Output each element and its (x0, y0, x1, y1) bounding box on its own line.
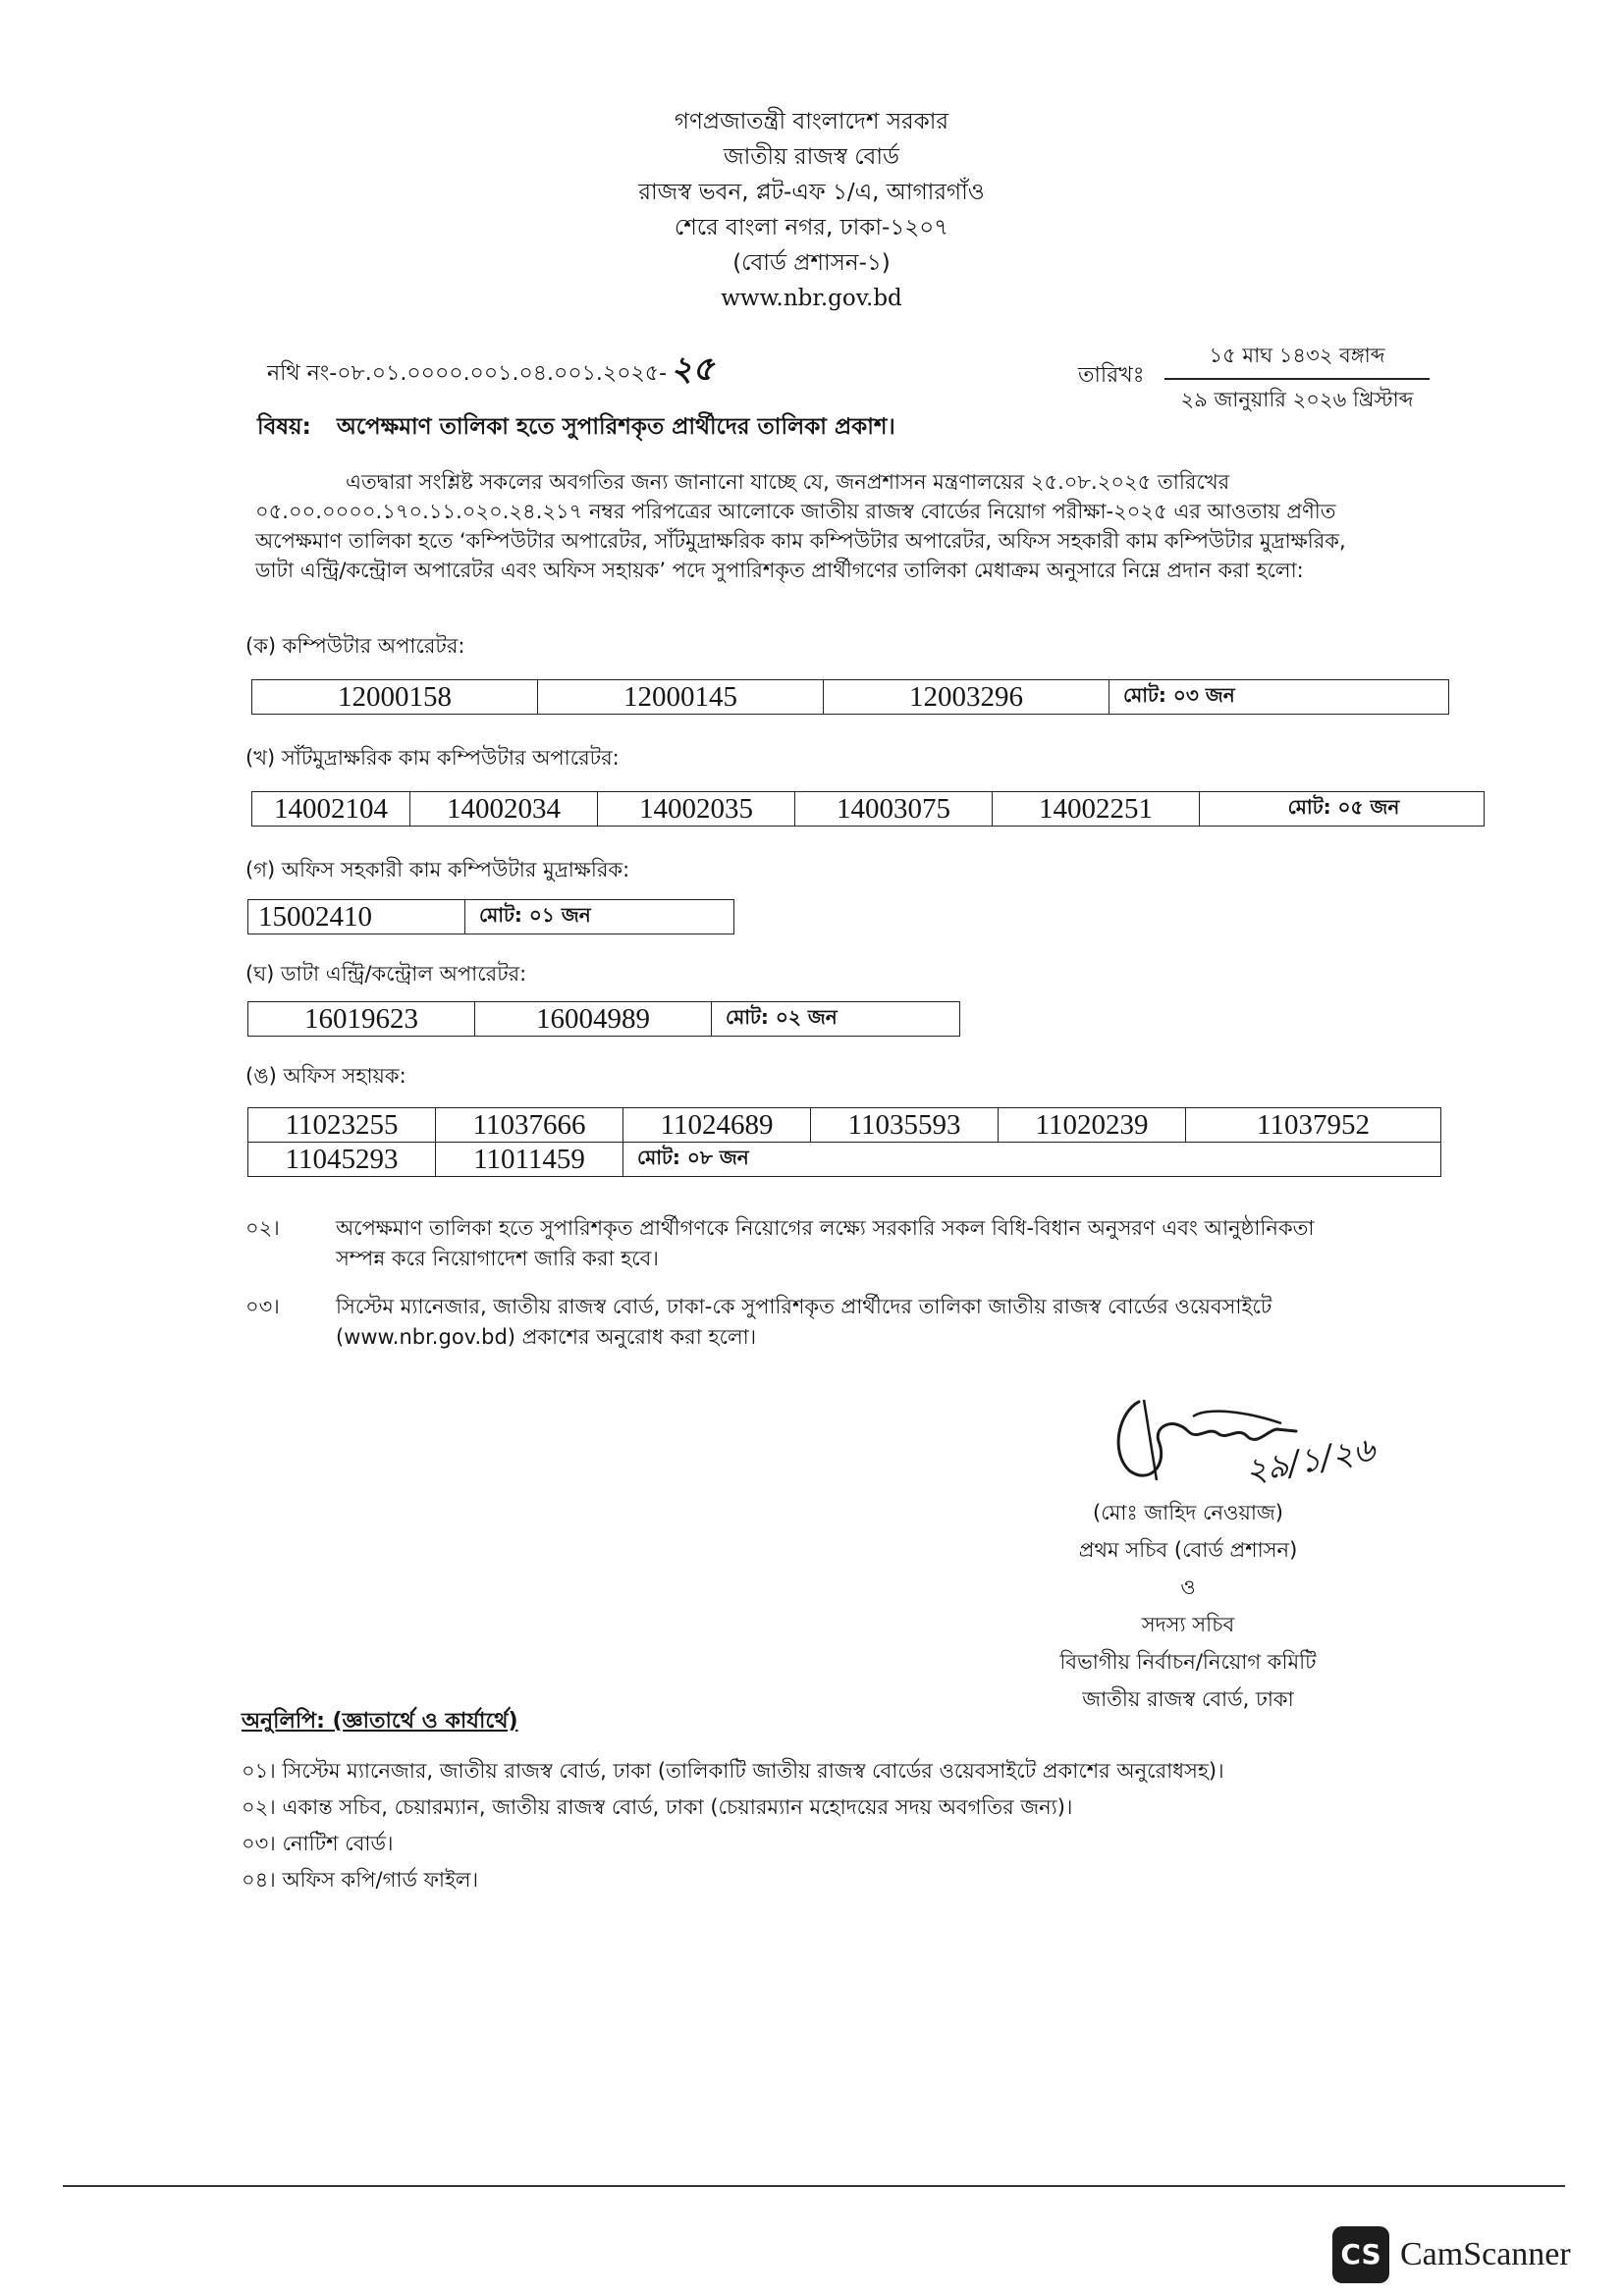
roll-cell: 12000158 (252, 680, 538, 715)
memo-number (267, 344, 714, 400)
header-section: (বোর্ড প্রশাসন-১) (732, 250, 891, 276)
memo-number-text: নথি নং-০৮.০১.০০০০.০০১.০৪.০০১.২০২৫- (267, 361, 668, 386)
header-website: www.nbr.gov.bd (721, 286, 902, 311)
total-cell: মোট: ০১ জন (465, 900, 734, 934)
roll-table-ga (247, 899, 734, 934)
cc-item: ০৪। অফিস কপি/গার্ড ফাইল। (242, 1868, 479, 1892)
header-board: জাতীয় রাজস্ব বোর্ড (724, 144, 899, 170)
section-title-gha: (ঘ) ডাটা এন্ট্রি/কন্ট্রোল অপারেটর: (245, 962, 527, 986)
roll-cell: 14002104 (252, 792, 410, 827)
signature-handwritten-date: ২৯/১/২৬ (1242, 1429, 1379, 1492)
roll-cell: 11020239 (999, 1108, 1186, 1143)
roll-cell: 11037952 (1186, 1108, 1441, 1143)
subject-text: অপেক্ষমাণ তালিকা হতে সুপারিশকৃত প্রার্থীদের তালিকা প্রকাশ। (336, 414, 895, 440)
camscanner-name: CamScanner (1400, 2236, 1571, 2272)
section-title-ga: (গ) অফিস সহকারী কাম কম্পিউটার মুদ্রাক্ষরিক: (245, 858, 630, 881)
point-line: অপেক্ষমাণ তালিকা হতে সুপারিশকৃত প্রার্থীগণকে নিয়োগের লক্ষ্যে সরকারি সকল বিধি-বিধান অনুসরণ এবং আনুষ্ঠানিকতা (336, 1216, 1315, 1240)
date-gregorian: ২৯ জানুয়ারি ২০২৬ খ্রিস্টাব্দ (1180, 388, 1414, 411)
point-line: সিস্টেম ম্যানেজার, জাতীয় রাজস্ব বোর্ড, ঢাকা-কে সুপারিশকৃত প্রার্থীদের তালিকা জাতীয় রাজস্ব বোর্ডের ওয়েবসাইটে (336, 1295, 1272, 1318)
roll-cell: 14002251 (993, 792, 1200, 827)
roll-table-kha (251, 791, 1485, 827)
roll-cell: 15002410 (248, 900, 465, 934)
total-cell: মোট: ০৩ জন (1109, 680, 1449, 715)
header-address1: রাজস্ব ভবন, প্লট-এফ ১/এ, আগারগাঁও (638, 180, 985, 205)
roll-cell: 11037666 (436, 1108, 623, 1143)
signer-title: বিভাগীয় নির্বাচন/নিয়োগ কমিটি (1059, 1650, 1317, 1674)
date-bangla: ১৫ মাঘ ১৪৩২ বঙ্গাব্দ (1164, 340, 1430, 380)
cc-item: ০১। সিস্টেম ম্যানেজার, জাতীয় রাজস্ব বোর্ড, ঢাকা (তালিকাটি জাতীয় রাজস্ব বোর্ডের ওয়েবসাইটে প্রকাশের অনুরোধসহ)। (242, 1759, 1224, 1783)
point-number: ০২। (245, 1216, 280, 1240)
cc-title: অনুলিপি: (জ্ঞাতার্থে ও কার্যার্থে) (242, 1709, 518, 1734)
roll-cell: 14002034 (410, 792, 598, 827)
roll-cell: 16019623 (248, 1002, 475, 1037)
roll-cell: 14002035 (598, 792, 795, 827)
roll-cell: 12003296 (824, 680, 1109, 715)
roll-cell: 11023255 (248, 1108, 436, 1143)
subject-line (257, 408, 895, 447)
roll-cell: 11035593 (811, 1108, 999, 1143)
section-title-uma: (ঙ) অফিস সহায়ক: (245, 1064, 406, 1088)
header-address2: শেরে বাংলা নগর, ঢাকা-১২০৭ (674, 215, 949, 240)
roll-cell: 14003075 (795, 792, 993, 827)
roll-cell: 11024689 (623, 1108, 811, 1143)
bottom-rule (63, 2185, 1565, 2187)
section-title-kha: (খ) সাঁটমুদ্রাক্ষরিক কাম কম্পিউটার অপারেটর: (245, 746, 620, 770)
roll-table-ka (251, 679, 1449, 715)
date-label: তারিখঃ (1078, 363, 1145, 388)
roll-cell: 11011459 (436, 1143, 623, 1177)
signer-name: (মোঃ জাহিদ নেওয়াজ) (1093, 1501, 1283, 1524)
signer-conj: ও (1180, 1575, 1196, 1599)
intro-line: ০৫.০০.০০০০.১৭০.১১.০২০.২৪.২১৭ নম্বর পরিপত্রের আলোকে জাতীয় রাজস্ব বোর্ডের নিয়োগ পরীক্ষা-২০২৫ এর আওতায় প্রণীত (255, 500, 1336, 523)
date-stack (1164, 340, 1430, 418)
cc-item: ০২। একান্ত সচিব, চেয়ারম্যান, জাতীয় রাজস্ব বোর্ড, ঢাকা (চেয়ারম্যান মহোদয়ের সদয় অবগতির জন্য)। (242, 1795, 1073, 1819)
roll-table-gha (247, 1001, 960, 1037)
point-03 (245, 1292, 1483, 1353)
point-number: ০৩। (245, 1295, 280, 1318)
total-cell: মোট: ০২ জন (712, 1002, 960, 1037)
signer-block (1041, 1494, 1335, 1718)
subject-label: বিষয়: (257, 414, 311, 440)
point-02 (245, 1213, 1483, 1274)
cc-list (242, 1753, 1224, 1898)
header-govt: গণপ্রজাতন্ত্রী বাংলাদেশ সরকার (674, 109, 949, 134)
office-header (0, 104, 1623, 316)
signer-office: জাতীয় রাজস্ব বোর্ড, ঢাকা (1082, 1687, 1294, 1711)
intro-line: ডাটা এন্ট্রি/কন্ট্রোল অপারেটর এবং অফিস সহায়ক’ পদে সুপারিশকৃত প্রার্থীগণের তালিকা মেধাক্রম অনুসারে নিম্নে প্রদান করা হলো: (255, 559, 1304, 582)
total-cell: মোট: ০৮ জন (623, 1143, 1441, 1177)
intro-paragraph (255, 467, 1483, 585)
intro-line: অপেক্ষমাণ তালিকা হতে ‘কম্পিউটার অপারেটর, সাঁটমুদ্রাক্ষরিক কাম কম্পিউটার অপারেটর, অফিস সহকারী কাম কম্পিউটার মুদ্রাক্ষরিক, (255, 529, 1346, 553)
point-line: (www.nbr.gov.bd) প্রকাশের অনুরোধ করা হলো। (336, 1325, 757, 1349)
roll-cell: 12000145 (538, 680, 824, 715)
roll-cell: 11045293 (248, 1143, 436, 1177)
camscanner-logo-icon: CS (1332, 2226, 1389, 2283)
memo-handwritten-number: ২৫ (671, 349, 715, 389)
signer-title: সদস্য সচিব (1141, 1613, 1235, 1636)
signer-title: প্রথম সচিব (বোর্ড প্রশাসন) (1078, 1538, 1298, 1562)
section-title-ka: (ক) কম্পিউটার অপারেটর: (245, 634, 465, 658)
total-cell: মোট: ০৫ জন (1200, 792, 1485, 827)
roll-table-uma (247, 1107, 1441, 1177)
cc-item: ০৩। নোটিশ বোর্ড। (242, 1832, 394, 1855)
intro-line: এতদ্বারা সংশ্লিষ্ট সকলের অবগতির জন্য জানানো যাচ্ছে যে, জনপ্রশাসন মন্ত্রণালয়ের ২৫.০৮.২০২৫ তারিখের (346, 470, 1230, 494)
roll-cell: 16004989 (475, 1002, 712, 1037)
point-line: সম্পন্ন করে নিয়োগাদেশ জারি করা হবে। (336, 1247, 659, 1270)
